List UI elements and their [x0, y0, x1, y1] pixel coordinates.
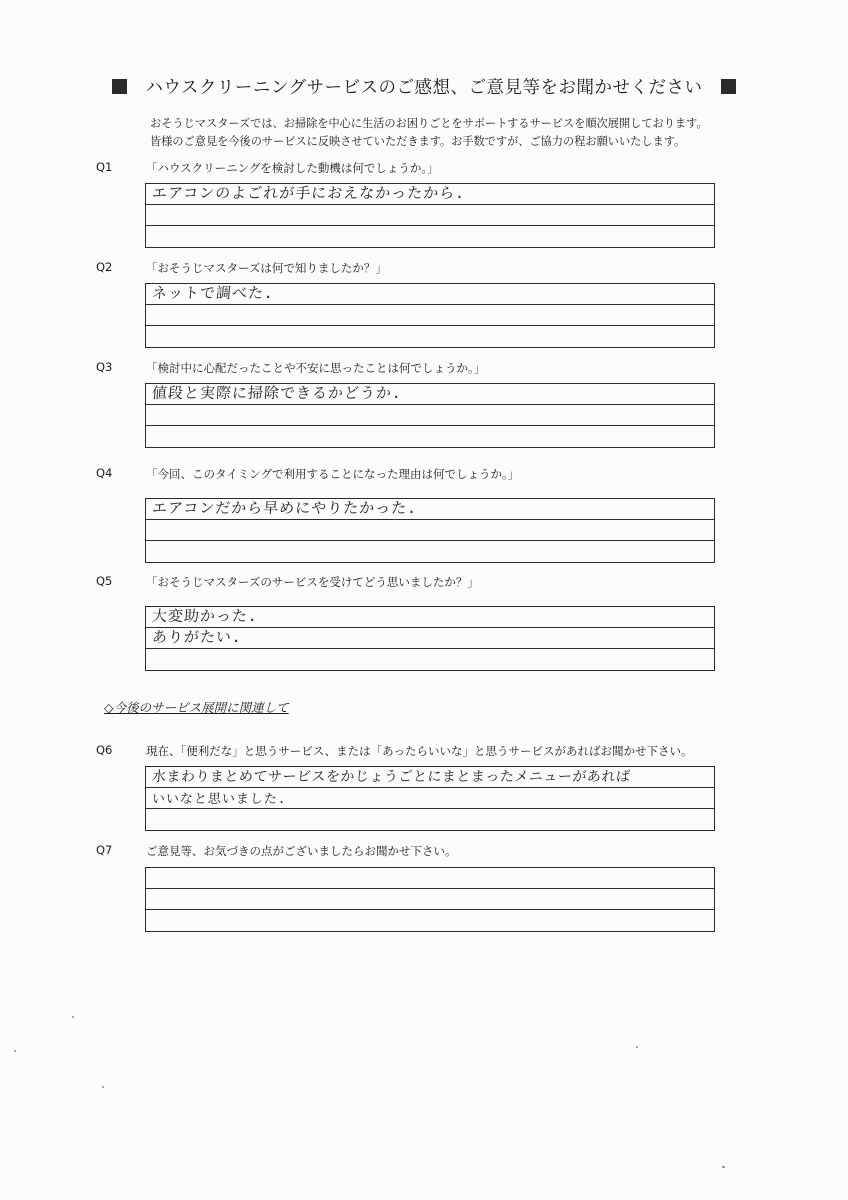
- answer-line[interactable]: [146, 499, 714, 520]
- handwritten-answer: 水まわりまとめてサービスをかじょうごとにまとまったメニューがあれば: [151, 769, 631, 785]
- answer-box-1[interactable]: [145, 183, 715, 248]
- answer-box-6[interactable]: [145, 766, 715, 831]
- answer-box-3[interactable]: [145, 383, 715, 448]
- answer-line[interactable]: [146, 205, 714, 226]
- answer-box-4[interactable]: [145, 498, 715, 563]
- question-text: 「おそうじマスターズは何で知りましたか？」: [146, 261, 387, 275]
- answer-line[interactable]: [146, 767, 714, 788]
- answer-line[interactable]: [146, 541, 714, 562]
- answer-box-5[interactable]: [145, 606, 715, 671]
- intro-text: [150, 115, 790, 151]
- question-text: 「ハウスクリーニングを検討した動機は何でしょうか。」: [146, 161, 439, 175]
- intro-line: 皆様のご意見を今後のサービスに反映させていただきます。お手数ですが、ご協力の程お願いいたします。: [150, 135, 686, 148]
- question-number: Q3: [96, 360, 113, 374]
- answer-line[interactable]: [146, 868, 714, 889]
- page-title: [0, 74, 848, 99]
- question-2: [0, 260, 848, 280]
- handwritten-answer: 値段と実際に掃除できるかどうか.: [151, 384, 403, 402]
- scan-speck: [102, 1086, 104, 1088]
- handwritten-answer: いいなと思いました.: [151, 792, 288, 807]
- question-number: Q6: [96, 743, 113, 757]
- question-3: [0, 360, 848, 380]
- answer-line[interactable]: [146, 305, 714, 326]
- answer-line[interactable]: [146, 326, 714, 347]
- question-1: [0, 160, 848, 180]
- handwritten-answer: エアコンだから早めにやりたかった.: [151, 499, 418, 517]
- question-number: Q7: [96, 843, 113, 857]
- answer-line[interactable]: [146, 284, 714, 305]
- answer-line[interactable]: [146, 889, 714, 910]
- intro-line: おそうじマスターズでは、お掃除を中心に生活のお困りごとをサポートするサービスを順次展開しております。: [150, 117, 708, 130]
- question-7: [0, 843, 848, 863]
- question-text: 「おそうじマスターズのサービスを受けてどう思いましたか？」: [146, 575, 479, 589]
- answer-line[interactable]: [146, 384, 714, 405]
- answer-line[interactable]: [146, 426, 714, 447]
- square-bullet-icon: [721, 79, 736, 94]
- answer-box-2[interactable]: [145, 283, 715, 348]
- scan-speck: [636, 1046, 638, 1048]
- question-number: Q4: [96, 466, 113, 480]
- answer-line[interactable]: [146, 226, 714, 247]
- question-5: [0, 574, 848, 594]
- scan-speck: [14, 1050, 16, 1052]
- answer-line[interactable]: [146, 628, 714, 649]
- question-6: [0, 743, 848, 763]
- answer-line[interactable]: [146, 649, 714, 670]
- answer-line[interactable]: [146, 405, 714, 426]
- handwritten-answer: ネットで調べた.: [151, 284, 275, 302]
- handwritten-answer: ありがたい.: [151, 628, 243, 646]
- question-4: [0, 466, 848, 486]
- answer-line[interactable]: [146, 607, 714, 628]
- scan-speck: [72, 1016, 74, 1018]
- answer-line[interactable]: [146, 809, 714, 830]
- answer-line[interactable]: [146, 184, 714, 205]
- answer-line[interactable]: [146, 910, 714, 931]
- answer-line[interactable]: [146, 520, 714, 541]
- square-bullet-icon: [112, 79, 127, 94]
- scan-speck: [722, 1166, 725, 1168]
- answer-box-7[interactable]: [145, 867, 715, 932]
- section-heading: ◇今後のサービス展開に関連して: [104, 700, 289, 715]
- question-number: Q5: [96, 574, 113, 588]
- question-text: ご意見等、お気づきの点がございましたらお聞かせ下さい。: [146, 844, 457, 858]
- question-number: Q1: [96, 160, 113, 174]
- question-text: 「今回、このタイミングで利用することになった理由は何でしょうか。」: [146, 467, 520, 481]
- handwritten-answer: 大変助かった.: [151, 607, 259, 625]
- question-text: 現在、「便利だな」と思うサービス、または「あったらいいな」と思うサービスがあればお聞かせ下さい。: [146, 744, 693, 758]
- title-text: ハウスクリーニングサービスのご感想、ご意見等をお聞かせください: [145, 78, 703, 98]
- question-text: 「検討中に心配だったことや不安に思ったことは何でしょうか。」: [146, 361, 486, 375]
- question-number: Q2: [96, 260, 113, 274]
- handwritten-answer: エアコンのよごれが手におえなかったから.: [151, 184, 466, 202]
- answer-line[interactable]: [146, 788, 714, 809]
